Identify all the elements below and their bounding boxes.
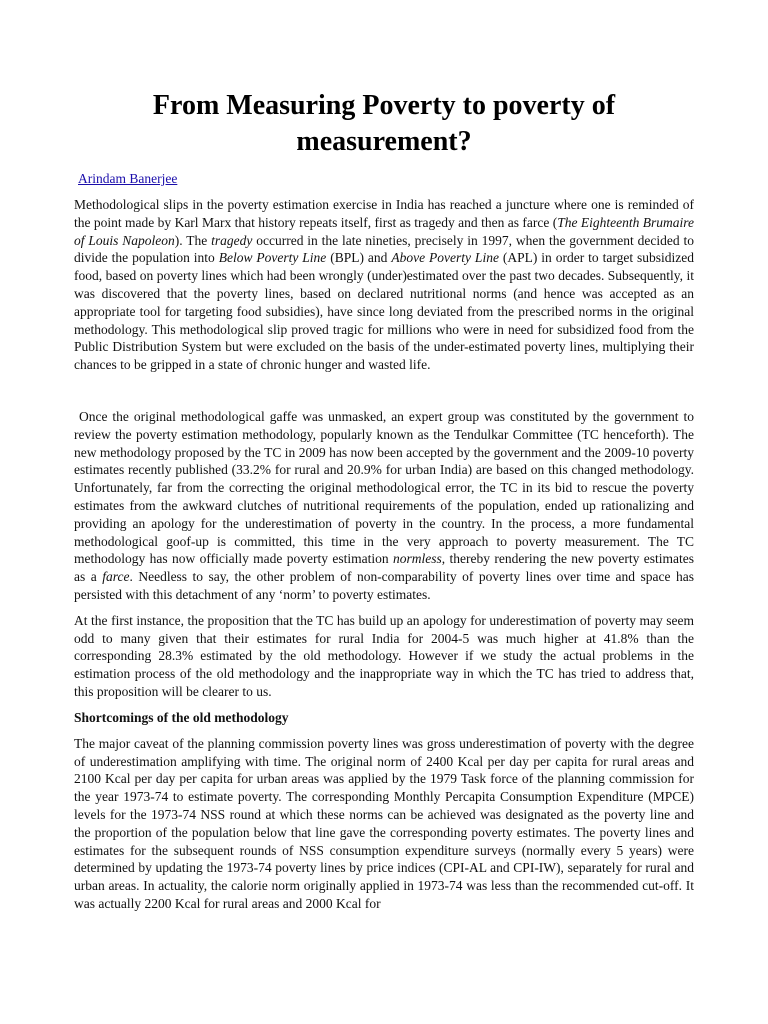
p2-text-1: Once the original methodological gaffe was unmasked, an expert group was constituted by the government to review the poverty estimation methodology, popularly known as the Tendulkar Committee (TC henceforth). The new methodology proposed by the TC in 2009 has now been accepted by the government and the 2009-10 poverty estimates recently published (33.2% for rural and 20.9% for urban India) are based on this changed methodology. Unfortunately, far from the correcting the original methodological error, the TC in its bid to rescue the poverty estimates from the awkward clutches of nutritional requirements of the population, ended up rationalizing and providing an apology for the underestimation of poverty in the country. In the process, a more fundamental methodological goof-up is committed, this time in the very approach to poverty measurement. The TC methodology has now officially made poverty estimation bbox=[74, 408, 698, 567]
p1-text-5: (APL) in order to target subsidized food, based on poverty lines which had been wrongly (under)estimated over the past two decades. Subsequently, it was discovered that the poverty lines, based on declared nutritional norms (and hence was accepted as an appropriate tool for targeting food subsidies), have since long deviated from the prescribed norms in the original methodology. This methodological slip proved tragic for millions who were in need for subsidized food from the Public Distribution System but were excluded on the basis of the under-estimated poverty lines, multiplying their chances to be gripped in a state of chronic hunger and wasted life. bbox=[74, 250, 694, 373]
p1-text-4: (BPL) and bbox=[326, 250, 392, 266]
p2-italic-1: normless bbox=[393, 551, 442, 567]
p1-italic-1: The Eighteenth Brumaire of Louis Napoleon bbox=[74, 214, 694, 248]
paragraph-2 bbox=[74, 408, 698, 604]
author-byline bbox=[78, 170, 694, 188]
p1-text-3: occurred in the late nineties, precisely in 1997, when the government decided to divide the population into bbox=[74, 232, 694, 266]
p2-text-3: . Needless to say, the other problem of non-comparability of poverty lines over time and space has persisted with this detachment of any ‘norm’ to poverty estimates. bbox=[74, 569, 694, 602]
p1-text-1: Methodological slips in the poverty estimation exercise in India has reached a juncture where one is reminded of the point made by Karl Marx that history repeats itself, first as tragedy and then as farce ( bbox=[74, 197, 694, 230]
paragraph-3: At the first instance, the proposition that the TC has build up an apology for underestimation of poverty may seem odd to many given that their estimates for rural India for 2004-5 was much higher at 41.8% than the corresponding 28.3% estimated by the old methodology. However if we study the actual problems in the estimation process of the old methodology and the inappropriate way in which the TC has tried to address that, this proposition will be clearer to us. bbox=[74, 612, 694, 699]
p1-italic-4: Above Poverty Line bbox=[391, 250, 499, 266]
article bbox=[74, 88, 698, 913]
paragraph-1 bbox=[74, 196, 694, 374]
p2-italic-2: farce bbox=[102, 569, 130, 585]
paragraph-4: The major caveat of the planning commission poverty lines was gross underestimation of poverty with the degree of underestimation amplifying with time. The original norm of 2400 Kcal per day per capita for rural areas and 2100 Kcal per day per capita for urban areas was applied by the 1979 Task force of the planning commission for the year 1973-74 to estimate poverty. The corresponding Monthly Percapita Consumption Expenditure (MPCE) levels for the 1973-74 NSS round at which these norms can be achieved was designated as the poverty line and the proportion of the population below that line gave the corresponding poverty estimates. The poverty lines and estimates for the subsequent rounds of NSS consumption expenditure surveys (normally every 5 years) were determined by updating the 1973-74 poverty lines by price indices (CPI-AL and CPI-IW), separately for rural and urban areas. In actuality, the calorie norm originally applied in 1973-74 was less than the recommended cut-off. It was actually 2200 Kcal for rural areas and 2000 Kcal for bbox=[74, 735, 694, 911]
article-title: From Measuring Poverty to poverty of measurement? bbox=[152, 90, 616, 157]
p1-italic-3: Below Poverty Line bbox=[218, 250, 327, 266]
p1-italic-2: tragedy bbox=[211, 232, 253, 248]
p1-text-2: ). The bbox=[174, 232, 212, 248]
section-heading: Shortcomings of the old methodology bbox=[74, 709, 289, 725]
p2-text-2: , thereby rendering the new poverty estimates as a bbox=[74, 551, 694, 585]
author-link[interactable]: Arindam Banerjee bbox=[78, 171, 178, 186]
